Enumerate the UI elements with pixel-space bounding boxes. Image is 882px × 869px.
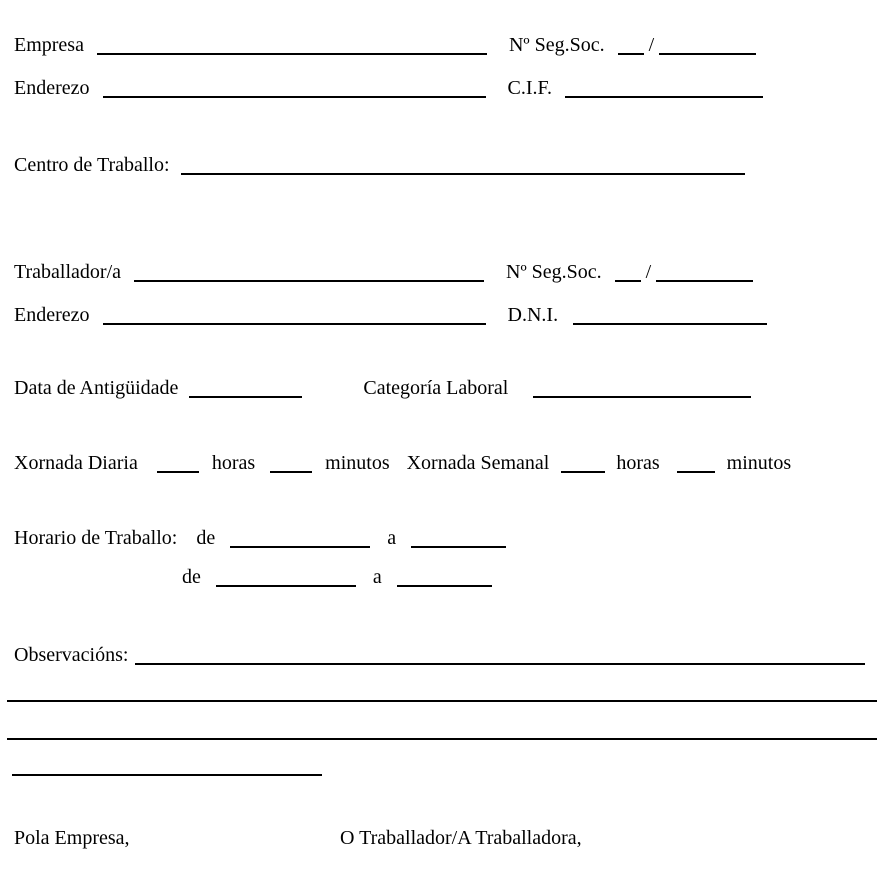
form-row-xornada bbox=[14, 452, 791, 475]
form-row-centro bbox=[14, 154, 745, 177]
a-label: a bbox=[387, 527, 397, 549]
traballador-blank bbox=[134, 280, 484, 282]
de-label: de bbox=[182, 566, 201, 588]
segsoc-prefix-blank bbox=[615, 280, 641, 282]
antiguidade-label: Data de Antigüidade bbox=[14, 377, 179, 399]
enderezo-label: Enderezo bbox=[14, 77, 90, 99]
segsoc-label: Nº Seg.Soc. bbox=[508, 34, 605, 56]
form-row-enderezo-traballador bbox=[14, 304, 767, 327]
empresa-blank bbox=[97, 53, 487, 55]
horas-label: horas bbox=[211, 452, 256, 474]
antiguidade-blank bbox=[189, 396, 302, 398]
de-label: de bbox=[196, 527, 216, 549]
dni-label: D.N.I. bbox=[507, 304, 559, 326]
form-row-observacions bbox=[14, 644, 865, 667]
segsoc-label: Nº Seg.Soc. bbox=[506, 261, 602, 283]
minutos-label: minutos bbox=[726, 452, 792, 474]
xornada-semanal-horas-blank bbox=[561, 471, 605, 473]
xornada-semanal-label: Xornada Semanal bbox=[406, 452, 550, 474]
segsoc-number-blank bbox=[659, 53, 756, 55]
empresa-label: Empresa bbox=[14, 34, 84, 56]
segsoc-prefix-blank bbox=[618, 53, 644, 55]
observacions-label: Observacións: bbox=[14, 644, 129, 666]
pola-empresa-label: Pola Empresa, bbox=[14, 827, 130, 849]
observacions-blank-2 bbox=[7, 700, 877, 702]
xornada-diaria-label: Xornada Diaria bbox=[14, 452, 138, 474]
enderezo-blank bbox=[103, 323, 486, 325]
horario-de-blank-1 bbox=[230, 546, 370, 548]
segsoc-slash: / bbox=[648, 34, 655, 56]
horas-label: horas bbox=[616, 452, 660, 474]
cif-blank bbox=[565, 96, 763, 98]
minutos-label: minutos bbox=[325, 452, 390, 474]
observacions-blank-1 bbox=[135, 663, 865, 665]
traballador-label: Traballador/a bbox=[14, 261, 122, 283]
categoria-blank bbox=[533, 396, 751, 398]
horario-de-blank-2 bbox=[216, 585, 356, 587]
enderezo-label: Enderezo bbox=[14, 304, 90, 326]
signature-traballador bbox=[340, 827, 582, 850]
form-row-empresa bbox=[14, 34, 756, 57]
enderezo-blank bbox=[103, 96, 486, 98]
xornada-semanal-minutos-blank bbox=[677, 471, 715, 473]
form-row-antiguidade bbox=[14, 377, 751, 400]
xornada-diaria-minutos-blank bbox=[270, 471, 312, 473]
cif-label: C.I.F. bbox=[507, 77, 553, 99]
observacions-blank-4 bbox=[12, 774, 322, 776]
horario-a-blank-2 bbox=[397, 585, 492, 587]
signature-empresa bbox=[14, 827, 130, 850]
centro-blank bbox=[181, 173, 745, 175]
observacions-blank-3 bbox=[7, 738, 877, 740]
horario-a-blank-1 bbox=[411, 546, 506, 548]
form-row-enderezo-empresa bbox=[14, 77, 763, 100]
form-row-traballador bbox=[14, 261, 753, 284]
horario-label: Horario de Traballo: bbox=[14, 527, 178, 549]
traballador-signature-label: O Traballador/A Traballadora, bbox=[340, 827, 582, 849]
centro-label: Centro de Traballo: bbox=[14, 154, 170, 176]
form-row-horario-2 bbox=[182, 566, 492, 589]
segsoc-number-blank bbox=[656, 280, 753, 282]
xornada-diaria-horas-blank bbox=[157, 471, 199, 473]
a-label: a bbox=[372, 566, 382, 588]
dni-blank bbox=[573, 323, 767, 325]
segsoc-slash: / bbox=[645, 261, 652, 283]
form-row-horario-1 bbox=[14, 527, 506, 550]
categoria-label: Categoría Laboral bbox=[363, 377, 509, 399]
